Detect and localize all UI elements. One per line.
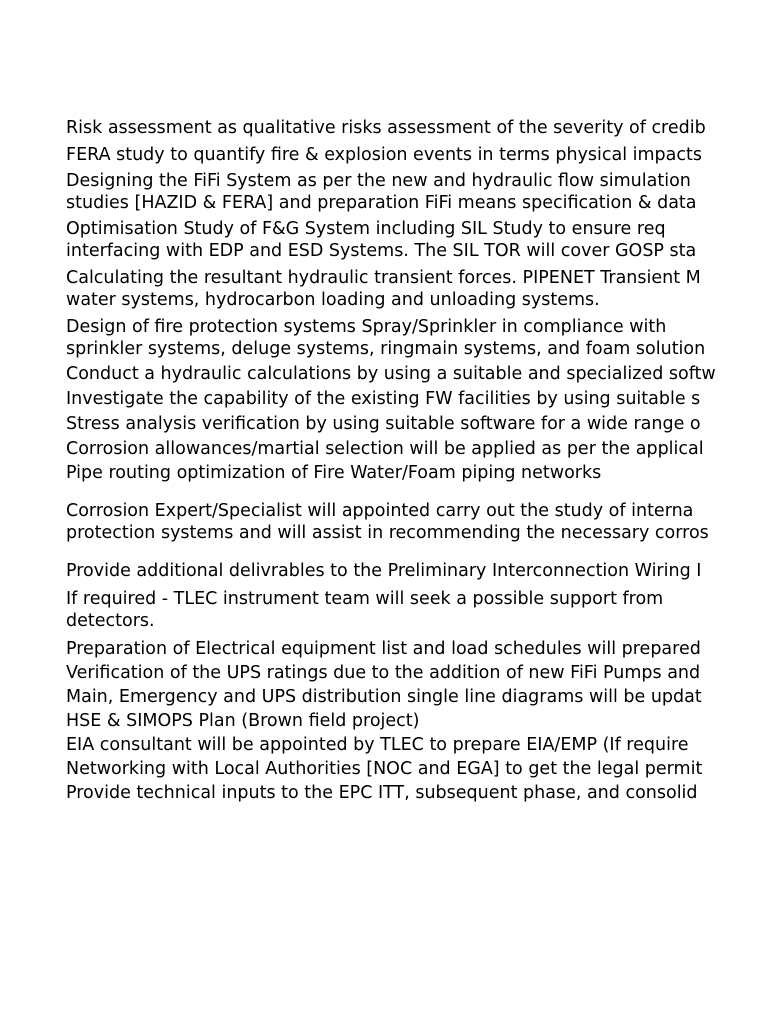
text-line: detectors. [66,611,155,631]
document-body [66,117,768,804]
paragraph-corrosion-expert [66,500,768,544]
text-line: Calculating the resultant hydraulic transient forces. PIPENET Transient M [66,268,701,288]
text-line: Risk assessment as qualitative risks assessment of the severity of credib [66,118,706,138]
paragraph-pipe-routing [66,462,768,484]
paragraph-ups-verification [66,662,768,684]
text-line: Investigate the capability of the existing FW facilities by using suitable s [66,389,701,409]
text-line: Corrosion Expert/Specialist will appointed carry out the study of interna [66,501,694,521]
paragraph-epc-itt-inputs [66,782,768,804]
paragraph-corrosion-allowances [66,438,768,460]
text-line: Designing the FiFi System as per the new and hydraulic flow simulation [66,171,691,191]
text-line: interfacing with EDP and ESD Systems. The SIL TOR will cover GOSP sta [66,241,697,261]
text-line: FERA study to quantify fire & explosion events in terms physical impacts [66,145,702,165]
text-line: Pipe routing optimization of Fire Water/Foam piping networks [66,463,602,483]
paragraph-fera-study [66,144,768,166]
paragraph-hydraulic-transient [66,267,768,311]
text-line: Verification of the UPS ratings due to the addition of new FiFi Pumps and [66,663,701,683]
paragraph-hse-simops [66,710,768,732]
text-line: Design of fire protection systems Spray/Sprinkler in compliance with [66,317,667,337]
paragraph-single-line-diagrams [66,686,768,708]
paragraph-fg-optimisation [66,218,768,262]
paragraph-hydraulic-calculations [66,363,768,385]
paragraph-electrical-equipment [66,638,768,660]
paragraph-fifi-system-design [66,170,768,214]
text-line: protection systems and will assist in recommending the necessary corros [66,523,709,543]
text-line: EIA consultant will be appointed by TLEC to prepare EIA/EMP (If require [66,735,689,755]
text-line: sprinkler systems, deluge systems, ringmain systems, and foam solution [66,339,706,359]
text-line: Preparation of Electrical equipment list and load schedules will prepared [66,639,701,659]
paragraph-eia-consultant [66,734,768,756]
text-line: Conduct a hydraulic calculations by using a suitable and specialized softw [66,364,716,384]
text-line: Networking with Local Authorities [NOC and EGA] to get the legal permit [66,759,703,779]
paragraph-risk-assessment [66,117,768,139]
text-line: If required - TLEC instrument team will seek a possible support from [66,589,664,609]
paragraph-wiring-deliverables [66,560,768,582]
paragraph-fw-capability [66,388,768,410]
paragraph-local-authorities [66,758,768,780]
paragraph-tlec-instrument-support [66,588,768,632]
text-line: Stress analysis verification by using suitable software for a wide range o [66,414,701,434]
text-line: Main, Emergency and UPS distribution single line diagrams will be updat [66,687,702,707]
text-line: studies [HAZID & FERA] and preparation FiFi means specification & data [66,193,697,213]
text-line: Provide additional delivrables to the Preliminary Interconnection Wiring I [66,561,702,581]
text-line: Provide technical inputs to the EPC ITT, subsequent phase, and consolid [66,783,698,803]
paragraph-stress-analysis [66,413,768,435]
text-line: Corrosion allowances/martial selection will be applied as per the applical [66,439,704,459]
text-line: Optimisation Study of F&G System including SIL Study to ensure req [66,219,666,239]
text-line: HSE & SIMOPS Plan (Brown field project) [66,711,420,731]
paragraph-fire-protection-design [66,316,768,360]
text-line: water systems, hydrocarbon loading and unloading systems. [66,290,600,310]
